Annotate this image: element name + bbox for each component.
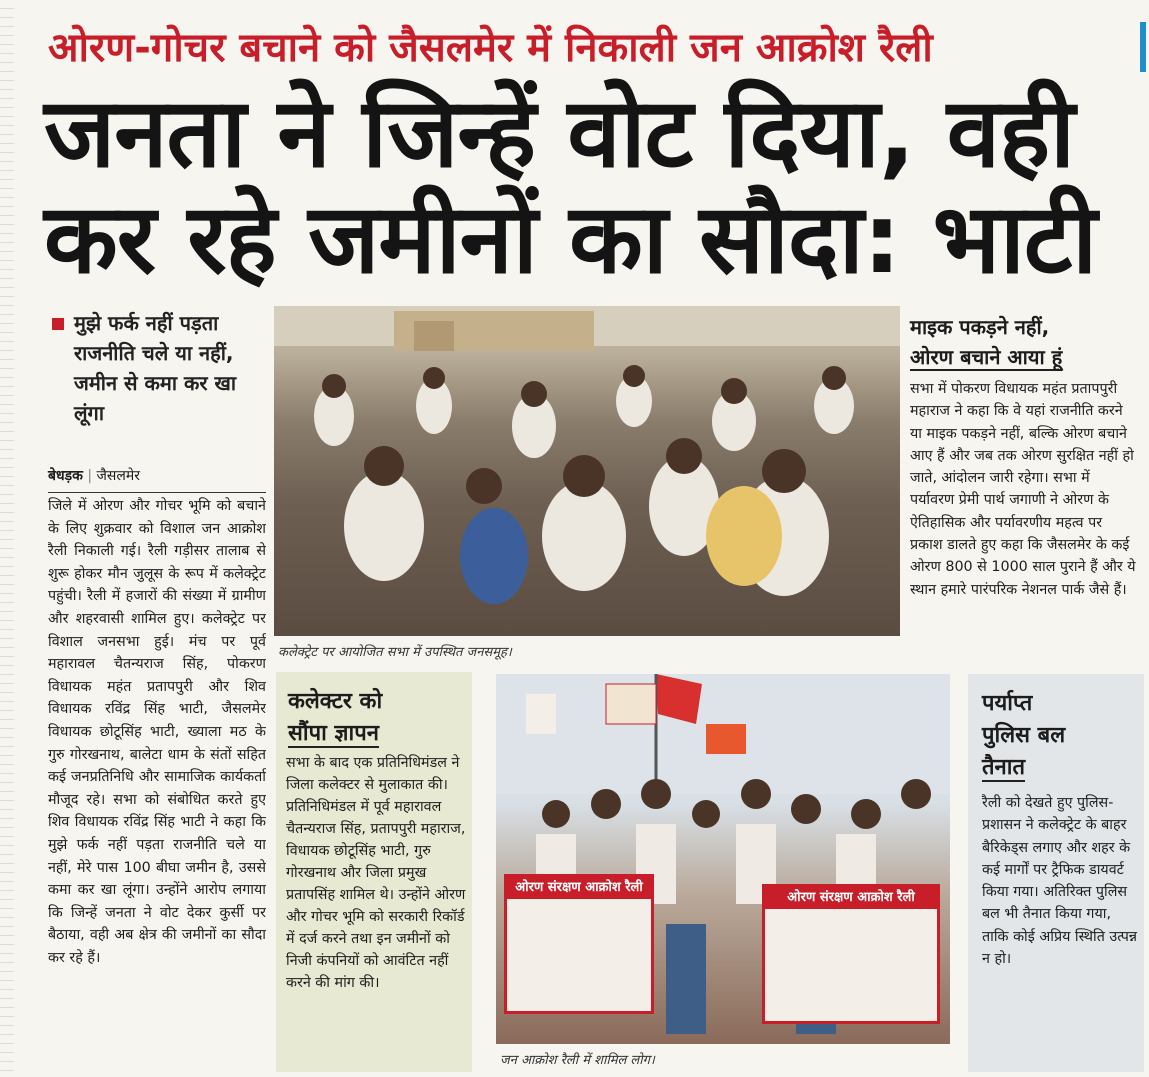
police-title-line-3: तैनात (982, 755, 1025, 780)
collector-title-line-2: सौंपा ज्ञापन (288, 721, 379, 746)
byline (48, 466, 266, 485)
byline-place: जैसलमेर (96, 468, 140, 484)
sidebar-title-line-1: माइक पकड़ने नहीं, (910, 315, 1050, 339)
accent-bar (1140, 22, 1146, 72)
photo-caption-1: कलेक्ट्रेट पर आयोजित सभा में उपस्थित जनसमूह। (278, 645, 512, 660)
sidebar-title (910, 312, 1142, 372)
photo-caption-2: जन आक्रोश रैली में शामिल लोग। (500, 1053, 655, 1068)
sidebar-title-line-2: ओरण बचाने आया हूं (910, 345, 1063, 369)
crowd-photo-illustration (274, 306, 900, 636)
police-title (982, 688, 1142, 784)
main-headline (44, 77, 1134, 295)
banner-right-title: ओरण संरक्षण आक्रोश रैली (765, 887, 937, 909)
page-edge-marks (0, 0, 14, 1077)
byline-source: बेधड़क (48, 468, 83, 484)
banner-left-title: ओरण संरक्षण आक्रोश रैली (507, 877, 651, 899)
headline-line-2: कर रहे जमीनों का सौदा: भाटी (44, 183, 1097, 295)
collector-title-line-1: कलेक्टर को (288, 689, 383, 714)
collector-body: सभा के बाद एक प्रतिनिधिमंडल ने जिला कलेक्टर से मुलाकात की। प्रतिनिधिमंडल में पूर्व महारावल चैतन्यराज सिंह, प्रतापपुरी महाराज, विधायक छोटूसिंह भाटी, गुरु गोरखनाथ और जिला प्रमुख प्रतापसिंह शामिल थे। उन्होंने ओरण और गोचर भूमि को सरकारी रिकॉर्ड में दर्ज करने तथा इन जमीनों को निजी कंपनियों को आवंटित नहीं करने की मांग की। (286, 755, 466, 991)
kicker-headline: ओरण-गोचर बचाने को जैसलमेर में निकाली जन आक्रोश रैली (48, 25, 933, 71)
rally-banner-right (762, 884, 940, 1024)
headline-line-1: जनता ने जिन्हें वोट दिया, वही (44, 77, 1074, 189)
police-title-line-1: पर्याप्त (982, 691, 1033, 716)
pull-quote (52, 308, 262, 428)
main-article-body: जिले में ओरण और गोचर भूमि को बचाने के लिए शुक्रवार को विशाल जन आक्रोश रैली निकाली गई। रैली गड़ीसर तालाब से शुरू होकर मौन जुलूस के रूप में कलेक्ट्रेट पहुंची। रैली में हजारों की संख्या में ग्रामीण और शहरवासी शामिल हुए। कलेक्ट्रेट पर विशाल जनसभा हुई। मंच पर पूर्व महारावल चैतन्यराज सिंह, पोकरण विधायक महंत प्रतापपुरी और शिव विधायक रविंद्र सिंह भाटी, जैसलमेर विधायक छोटूसिंह भाटी, ख्याला मठ के गुरु गोरखनाथ, बालेटा धाम के संतों सहित कई जनप्रतिनिधि और सामाजिक कार्यकर्ता मौजूद रहे। सभा को संबोधित करते हुए शिव विधायक रविंद्र सिंह भाटी ने कहा कि मुझे फर्क नहीं पड़ता राजनीति चले या नहीं, मेरे पास 100 बीघा जमीन है, उससे कमा कर खा लूंगा। उन्होंने आरोप लगाया कि जिन्हें जनता ने वोट देकर कुर्सी पर बैठाया, वही अब क्षेत्र की जमीनों का सौदा कर रहे हैं। (48, 492, 266, 1072)
police-title-line-2: पुलिस बल (982, 723, 1066, 748)
byline-separator: | (87, 468, 93, 484)
sidebar-body: सभा में पोकरण विधायक महंत प्रतापपुरी महाराज ने कहा कि वे यहां राजनीति करने या माइक पकड़ने नहीं, बल्कि ओरण बचाने आए हैं और जब तक ओरण सुरक्षित नहीं हो जाते, आंदोलन जारी रहेगा। सभा में पर्यावरण प्रेमी पार्थ जगाणी ने ओरण के ऐतिहासिक और पर्यावरणीय महत्व पर प्रकाश डालते हुए कहा कि जैसलमेर के कई ओरण 800 से 1000 साल पुराने हैं और ये स्थान हमारे पारंपरिक नेशनल पार्क जैसे हैं। (910, 381, 1136, 598)
police-body: रैली को देखते हुए पुलिस-प्रशासन ने कलेक्ट्रेट के बाहर बैरिकेड्स लगाए और शहर के कई मार्गों पर ट्रैफिक डायवर्ट किया गया। अतिरिक्त पुलिस बल भी तैनात किया गया, ताकि कोई अप्रिय स्थिति उत्पन्न न हो। (982, 795, 1137, 968)
rally-banner-left (504, 874, 654, 1014)
pull-quote-text: मुझे फर्क नहीं पड़ता राजनीति चले या नहीं, जमीन से कमा कर खा लूंगा (74, 311, 237, 425)
bullet-square-icon (52, 318, 64, 330)
crowd-photo (274, 306, 900, 636)
collector-title (288, 686, 468, 750)
rally-photo (496, 674, 950, 1044)
